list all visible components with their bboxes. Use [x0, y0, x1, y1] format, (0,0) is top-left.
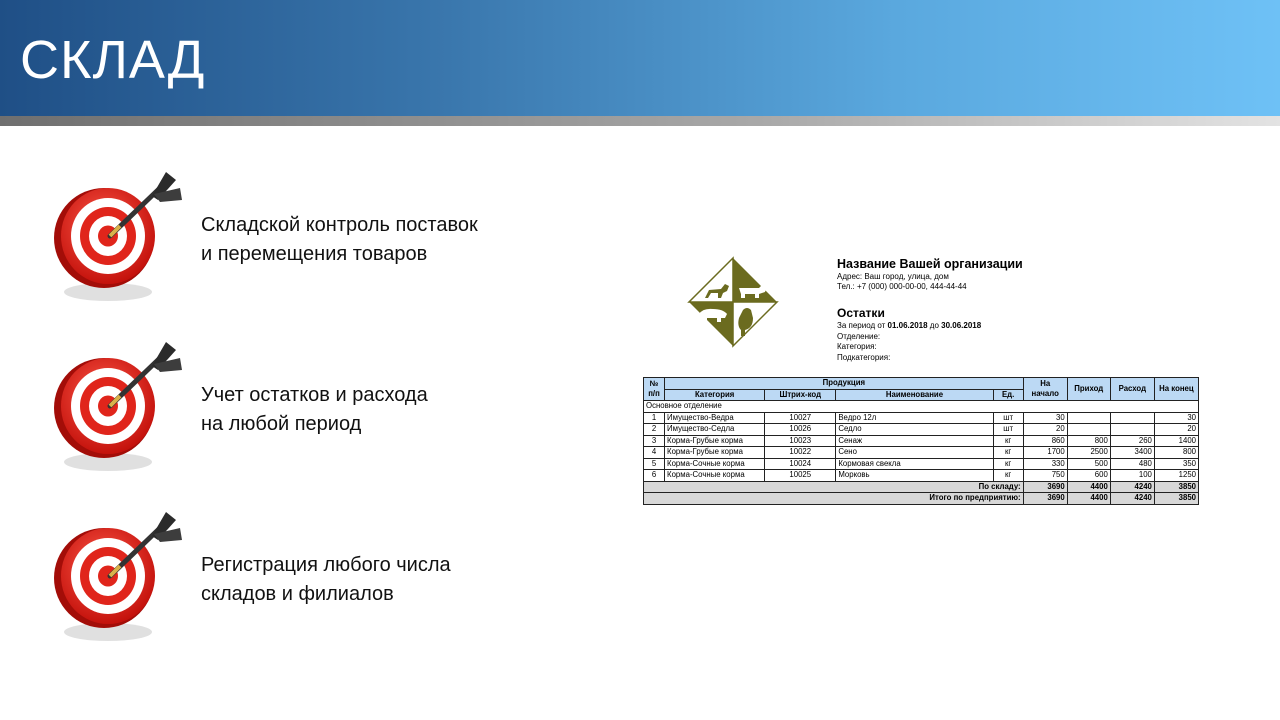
period-mid: до [927, 321, 942, 330]
cell-name: Морковь [836, 470, 993, 482]
col-header-unit: Ед. [993, 389, 1023, 401]
period-prefix: За период от [837, 321, 888, 330]
feature-item [48, 506, 528, 646]
cell-no: 4 [644, 447, 665, 459]
cell-barcode: 10022 [765, 447, 836, 459]
cell-out: 480 [1110, 458, 1154, 470]
cell-category: Имущество-Седла [665, 424, 765, 436]
target-dart-icon [48, 506, 188, 646]
table-row [644, 435, 1199, 447]
col-header-out: Расход [1110, 378, 1154, 401]
org-address: Адрес: Ваш город, улица, дом [837, 272, 949, 281]
total-start: 3690 [1023, 481, 1067, 493]
cell-end: 20 [1154, 424, 1198, 436]
cell-unit: кг [993, 435, 1023, 447]
cell-category: Корма-Грубые корма [665, 435, 765, 447]
cell-barcode: 10025 [765, 470, 836, 482]
cell-unit: кг [993, 447, 1023, 459]
report-preview [643, 250, 1199, 510]
doc-subcategory: Подкатегория: [837, 352, 891, 362]
cell-name: Кормовая свекла [836, 458, 993, 470]
total-end: 3850 [1154, 481, 1198, 493]
table-row [644, 458, 1199, 470]
cell-end: 800 [1154, 447, 1198, 459]
page-title: СКЛАД [20, 30, 206, 90]
target-dart-icon [48, 336, 188, 476]
total-row-company [644, 493, 1199, 505]
col-header-category: Категория [665, 389, 765, 401]
cell-start: 1700 [1023, 447, 1067, 459]
table-row [644, 424, 1199, 436]
cell-end: 1400 [1154, 435, 1198, 447]
feature-text [201, 551, 451, 609]
table-row [644, 447, 1199, 459]
cell-name: Седло [836, 424, 993, 436]
section-row [644, 401, 1199, 413]
cell-start: 30 [1023, 412, 1067, 424]
cell-no: 6 [644, 470, 665, 482]
period-from: 01.06.2018 [887, 321, 928, 330]
total-label: По складу: [644, 481, 1024, 493]
cell-end: 30 [1154, 412, 1198, 424]
stock-table [643, 377, 1199, 505]
total-out: 4240 [1110, 481, 1154, 493]
cell-no: 2 [644, 424, 665, 436]
cell-end: 350 [1154, 458, 1198, 470]
cell-in: 800 [1067, 435, 1110, 447]
col-header-products: Продукция [665, 378, 1024, 390]
target-dart-icon [48, 166, 188, 306]
cell-out [1110, 424, 1154, 436]
farm-animals-logo [687, 256, 779, 348]
doc-info [837, 305, 981, 363]
cell-unit: шт [993, 424, 1023, 436]
doc-period [837, 321, 981, 332]
feature-line: Учет остатков и расхода [201, 384, 428, 406]
feature-line: Складской контроль поставок [201, 214, 478, 236]
cell-start: 330 [1023, 458, 1067, 470]
cell-out: 260 [1110, 435, 1154, 447]
cell-in: 2500 [1067, 447, 1110, 459]
cell-start: 860 [1023, 435, 1067, 447]
cell-end: 1250 [1154, 470, 1198, 482]
col-header-end: На конец [1154, 378, 1198, 401]
col-header-barcode: Штрих-код [765, 389, 836, 401]
cell-no: 5 [644, 458, 665, 470]
cell-barcode: 10024 [765, 458, 836, 470]
cell-barcode: 10023 [765, 435, 836, 447]
cell-category: Корма-Сочные корма [665, 458, 765, 470]
total-row-warehouse [644, 481, 1199, 493]
cell-name: Сено [836, 447, 993, 459]
cell-unit: кг [993, 470, 1023, 482]
header-banner [0, 0, 1280, 116]
cell-barcode: 10026 [765, 424, 836, 436]
cell-barcode: 10027 [765, 412, 836, 424]
cell-in [1067, 412, 1110, 424]
header-divider [0, 116, 1280, 126]
feature-text [201, 381, 428, 439]
feature-text [201, 211, 478, 269]
cell-category: Корма-Сочные корма [665, 470, 765, 482]
cell-out [1110, 412, 1154, 424]
total-label: Итого по предприятию: [644, 493, 1024, 505]
feature-item [48, 166, 528, 306]
cell-start: 750 [1023, 470, 1067, 482]
cell-out: 100 [1110, 470, 1154, 482]
period-to: 30.06.2018 [941, 321, 982, 330]
cell-unit: кг [993, 458, 1023, 470]
feature-line: и перемещения товаров [201, 243, 428, 265]
table-row [644, 412, 1199, 424]
total-start: 3690 [1023, 493, 1067, 505]
cell-name: Сенаж [836, 435, 993, 447]
org-name: Название Вашей организации [837, 257, 1023, 271]
cell-name: Ведро 12л [836, 412, 993, 424]
cell-in: 600 [1067, 470, 1110, 482]
table-row [644, 470, 1199, 482]
col-header-start: На начало [1023, 378, 1067, 401]
feature-line: складов и филиалов [201, 583, 394, 605]
cell-in: 500 [1067, 458, 1110, 470]
cell-start: 20 [1023, 424, 1067, 436]
cell-in [1067, 424, 1110, 436]
total-in: 4400 [1067, 493, 1110, 505]
col-header-name: Наименование [836, 389, 993, 401]
total-out: 4240 [1110, 493, 1154, 505]
org-info [837, 256, 1023, 292]
total-in: 4400 [1067, 481, 1110, 493]
cell-out: 3400 [1110, 447, 1154, 459]
cell-no: 1 [644, 412, 665, 424]
feature-line: на любой период [201, 413, 362, 435]
doc-department: Отделение: [837, 331, 881, 341]
section-label: Основное отделение [644, 401, 1199, 413]
feature-item [48, 336, 528, 476]
feature-line: Регистрация любого числа [201, 554, 451, 576]
col-header-no: № п/п [644, 378, 665, 401]
cell-unit: шт [993, 412, 1023, 424]
cell-category: Корма-Грубые корма [665, 447, 765, 459]
cell-category: Имущество-Ведра [665, 412, 765, 424]
total-end: 3850 [1154, 493, 1198, 505]
doc-category: Категория: [837, 342, 877, 351]
col-header-in: Приход [1067, 378, 1110, 401]
org-phone: Тел.: +7 (000) 000-00-00, 444-44-44 [837, 282, 967, 291]
cell-no: 3 [644, 435, 665, 447]
doc-title: Остатки [837, 306, 885, 320]
